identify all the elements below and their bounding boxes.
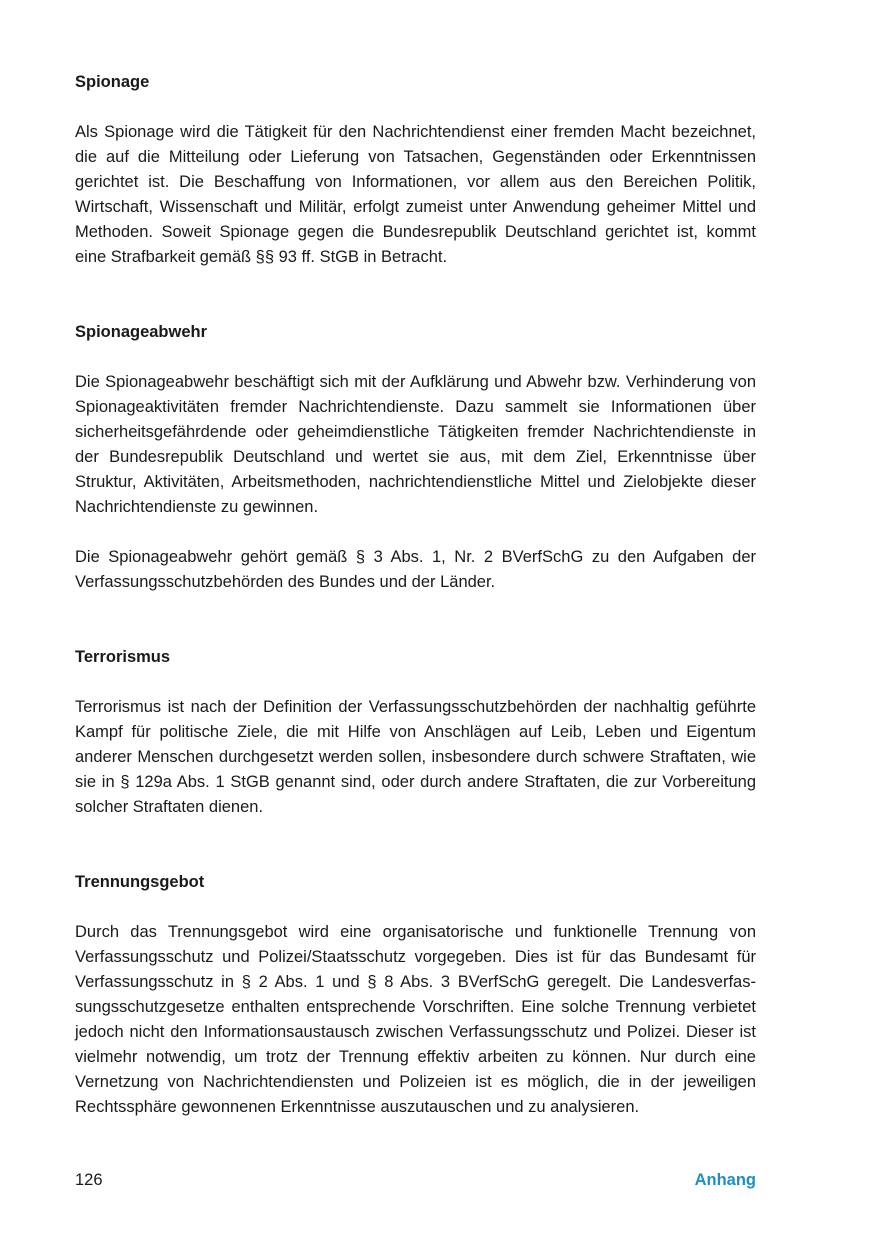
section-paragraph: Durch das Trennungsgebot wird eine organisatorische und funktionelle Trennung von Verfassungsschutz und Polizei/Staatsschutz vorgegeben. Dies ist für das Bundesamt für Verfassungsschutz in § 2 Abs. 1 und § 8 Abs. 3 BVerfSchG geregelt. Die Landesverfassungsschutzgesetze enthalten entsprechende Vorschriften. Eine solche Trennung verbietet jedoch nicht den Informationsaustausch zwischen Verfassungsschutz und Polizei. Dieser ist vielmehr notwendig, um trotz der Trennung effektiv arbeiten zu können. Nur durch eine Vernetzung von Nachrichtendiensten und Polizeien ist es möglich, die in der jeweiligen Rechtssphäre gewonnenen Erkenntnisse auszutauschen und zu analysieren. [75,923,756,1116]
section-paragraph: Die Spionageabwehr beschäftigt sich mit der Aufklärung und Abwehr bzw. Verhinderung von Spionageaktivitäten fremder Nachrichtendienste. Dazu sammelt sie Informationen über sicherheitsgefährdende oder geheimdienstliche Tätigkeiten fremder Nachrichtendienste in der Bundesrepublik Deutschland und wertet sie aus, mit dem Ziel, Erkenntnisse über Struktur, Aktivitäten, Arbeitsmethoden, nachrichtendienstliche Mittel und Zielobjekte dieser Nachrichtendienste zu gewinnen. [75,373,756,516]
section-spionage [75,70,756,270]
page-content [75,70,756,1120]
section-trennungsgebot [75,870,756,1120]
section-title: Spionage [75,73,150,91]
section-title: Trennungsgebot [75,873,205,891]
page-number: 126 [75,1171,103,1189]
section-title: Terrorismus [75,648,171,666]
page-footer [75,1168,756,1193]
section-spionageabwehr [75,320,756,595]
section-paragraph: Als Spionage wird die Tätigkeit für den Nachrichtendienst einer fremden Macht bezeichnet, die auf die Mitteilung oder Lieferung von Tatsachen, Gegenständen oder Erkenntnissen gerichtet ist. Die Beschaffung von Informationen, vor allem aus den Bereichen Politik, Wirtschaft, Wissenschaft und Militär, erfolgt zumeist unter Anwendung geheimer Mittel und Methoden. Soweit Spionage gegen die Bundesrepublik Deutschland gerichtet ist, kommt eine Strafbarkeit gemäß §§ 93 ff. StGB in Betracht. [75,123,756,266]
section-paragraph: Die Spionageabwehr gehört gemäß § 3 Abs. 1, Nr. 2 BVerfSchG zu den Aufgaben der Verfassungsschutzbehörden des Bundes und der Länder. [75,548,756,591]
section-title: Spionageabwehr [75,323,208,341]
footer-section-label: Anhang [694,1171,756,1189]
section-paragraph: Terrorismus ist nach der Definition der Verfassungsschutzbehörden der nachhaltig geführte Kampf für politische Ziele, die mit Hilfe von Anschlägen auf Leib, Leben und Eigentum anderer Menschen durchgesetzt werden sollen, insbesondere durch schwere Straftaten, wie sie in § 129a Abs. 1 StGB genannt sind, oder durch andere Straftaten, die zur Vorbereitung solcher Straftaten dienen. [75,698,756,816]
section-terrorismus [75,645,756,820]
